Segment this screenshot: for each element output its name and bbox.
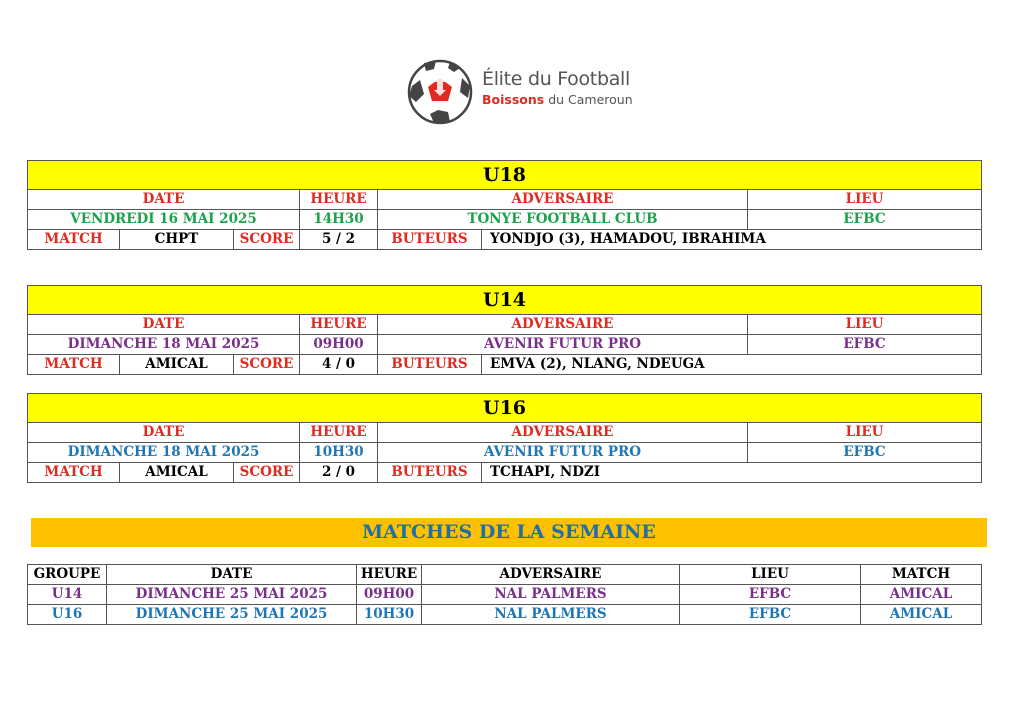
football-logo-icon [404,56,476,126]
match-time: 14H30 [300,210,378,230]
header-adversaire: ADVERSAIRE [422,565,680,585]
score-value: 4 / 0 [300,355,378,375]
table-title-row [28,286,982,315]
match-type: CHPT [120,230,234,250]
match-date: DIMANCHE 18 MAI 2025 [28,335,300,355]
table-title-row [28,161,982,190]
score-value: 5 / 2 [300,230,378,250]
score-value: 2 / 0 [300,463,378,483]
score-label: SCORE [234,463,300,483]
header-date: DATE [28,423,300,443]
result-table-u16 [27,393,982,483]
venue: EFBC [748,335,982,355]
match-type: AMICAL [120,355,234,375]
opponent: TONYE FOOTBALL CLUB [378,210,748,230]
header-heure: HEURE [357,565,422,585]
table-row [28,335,982,355]
header-heure: HEURE [300,315,378,335]
table-row [28,605,982,625]
match-label: MATCH [28,355,120,375]
match-time: 10H30 [300,443,378,463]
week-heure: 10H30 [357,605,422,625]
week-adversaire: NAL PALMERS [422,585,680,605]
table-header-row [28,190,982,210]
score-label: SCORE [234,230,300,250]
match-date: VENDREDI 16 MAI 2025 [28,210,300,230]
header-adversaire: ADVERSAIRE [378,315,748,335]
scorers-label: BUTEURS [378,230,482,250]
match-type: AMICAL [120,463,234,483]
match-date: DIMANCHE 18 MAI 2025 [28,443,300,463]
week-matches-table [27,564,982,625]
category-title: U16 [28,394,982,423]
header-lieu: LIEU [748,423,982,443]
category-title: U14 [28,286,982,315]
scorers-value: YONDJO (3), HAMADOU, IBRAHIMA [482,230,982,250]
scorers-value: TCHAPI, NDZI [482,463,982,483]
header-date: DATE [28,190,300,210]
opponent: AVENIR FUTUR PRO [378,443,748,463]
table-row [28,585,982,605]
header-date: DATE [107,565,357,585]
week-groupe: U16 [28,605,107,625]
header-adversaire: ADVERSAIRE [378,423,748,443]
table-header-row [28,423,982,443]
match-time: 09H00 [300,335,378,355]
week-banner: MATCHES DE LA SEMAINE [31,518,987,547]
week-header-row [28,565,982,585]
result-table-u14 [27,285,982,375]
scorers-value: EMVA (2), NLANG, NDEUGA [482,355,982,375]
table-row [28,443,982,463]
week-groupe: U14 [28,585,107,605]
week-lieu: EFBC [680,605,861,625]
week-lieu: EFBC [680,585,861,605]
result-table-u18 [27,160,982,250]
table-header-row [28,315,982,335]
header-heure: HEURE [300,190,378,210]
header-groupe: GROUPE [28,565,107,585]
week-date: DIMANCHE 25 MAI 2025 [107,585,357,605]
header-match: MATCH [861,565,982,585]
week-heure: 09H00 [357,585,422,605]
efbc-logo [404,56,634,126]
table-title-row [28,394,982,423]
week-date: DIMANCHE 25 MAI 2025 [107,605,357,625]
logo-subtitle: Boissons du Cameroun [482,92,633,107]
match-label: MATCH [28,230,120,250]
week-adversaire: NAL PALMERS [422,605,680,625]
scorers-label: BUTEURS [378,355,482,375]
score-label: SCORE [234,355,300,375]
match-label: MATCH [28,463,120,483]
header-lieu: LIEU [748,190,982,210]
header-lieu: LIEU [748,315,982,335]
table-row [28,230,982,250]
week-match: AMICAL [861,585,982,605]
opponent: AVENIR FUTUR PRO [378,335,748,355]
header-heure: HEURE [300,423,378,443]
header-date: DATE [28,315,300,335]
table-row [28,463,982,483]
category-title: U18 [28,161,982,190]
table-row [28,355,982,375]
logo-title: Élite du Football [482,68,631,90]
venue: EFBC [748,443,982,463]
scorers-label: BUTEURS [378,463,482,483]
venue: EFBC [748,210,982,230]
week-match: AMICAL [861,605,982,625]
header-adversaire: ADVERSAIRE [378,190,748,210]
header-lieu: LIEU [680,565,861,585]
table-row [28,210,982,230]
